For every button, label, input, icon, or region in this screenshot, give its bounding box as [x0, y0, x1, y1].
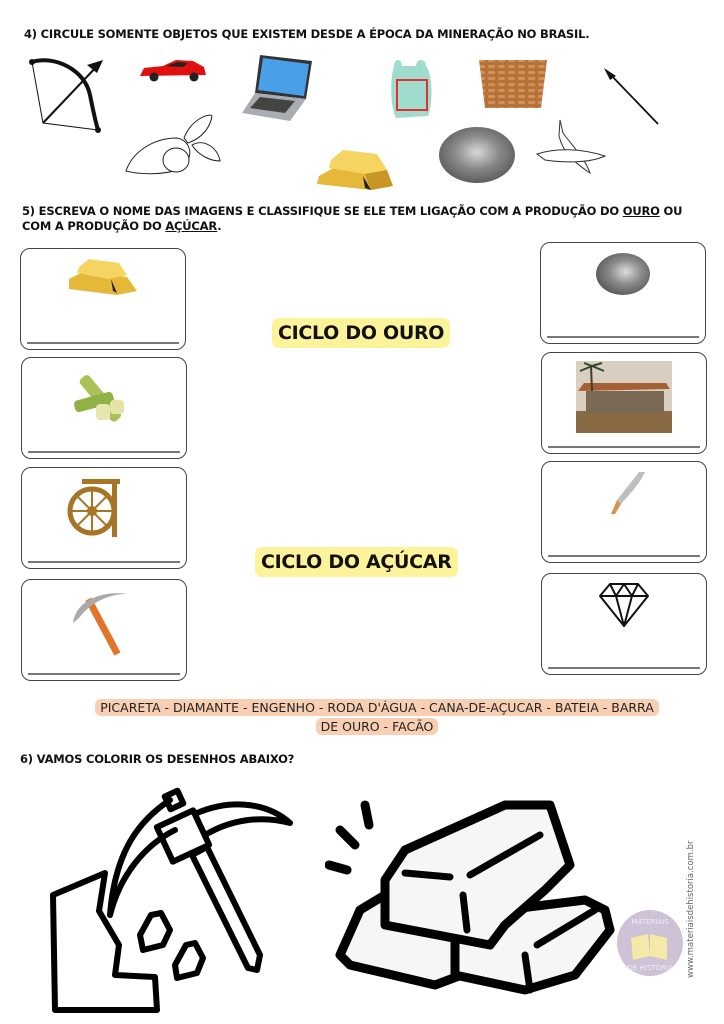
- laptop-icon[interactable]: [240, 53, 315, 123]
- bateia-pan-icon[interactable]: [437, 125, 517, 185]
- pickaxe-coloring-drawing[interactable]: [45, 785, 305, 1020]
- diamond-icon: [598, 582, 650, 628]
- sugarcane-icon: [64, 366, 144, 430]
- question-5-title: 5) ESCREVA O NOME DAS IMAGENS E CLASSIFIQUE SE ELE TEM LIGAÇÃO COM A PRODUÇÃO DO OURO OU COM A PRODUÇÃO DO AÇÚCAR.: [22, 204, 683, 233]
- watermark-url: www.materiaisdehistoria.com.br: [686, 840, 696, 978]
- card-bateia: [540, 242, 706, 344]
- answer-line[interactable]: [28, 673, 180, 675]
- cycle-gold-label: CICLO DO OURO: [272, 318, 450, 348]
- machete-icon: [599, 470, 649, 520]
- water-wheel-icon: [62, 476, 122, 540]
- basket-icon[interactable]: [477, 58, 549, 110]
- plastic-bag-icon[interactable]: [388, 58, 436, 120]
- word-bank: PICARETA - DIAMANTE - ENGENHO - RODA D'ÁGUA - CANA-DE-AÇUCAR - BATEIA - BARRA DE OURO - FACÃO: [93, 698, 661, 736]
- keyword-acucar: AÇÚCAR: [165, 219, 218, 233]
- answer-line[interactable]: [548, 555, 700, 557]
- card-sugarcane: [21, 357, 187, 459]
- question-6-title: 6) VAMOS COLORIR OS DESENHOS ABAIXO?: [20, 752, 295, 766]
- peppers-icon[interactable]: [535, 118, 610, 178]
- sugar-mill-engenho-icon: [576, 361, 672, 433]
- cassava-icon[interactable]: [122, 113, 222, 178]
- gold-bars-icon[interactable]: [313, 146, 395, 192]
- gold-bars-icon: [67, 257, 139, 297]
- card-engenho: [541, 352, 707, 454]
- keyword-ouro: OURO: [622, 204, 660, 218]
- answer-line[interactable]: [28, 561, 180, 563]
- question-4-title: 4) CIRCULE SOMENTE OBJETOS QUE EXISTEM DESDE A ÉPOCA DA MINERAÇÃO NO BRASIL.: [24, 27, 590, 41]
- bow-and-arrow-icon[interactable]: [25, 55, 110, 135]
- svg-text:DE HISTÓRIA: DE HISTÓRIA: [627, 964, 673, 972]
- answer-line[interactable]: [548, 446, 700, 448]
- cycle-sugar-label: CICLO DO AÇÚCAR: [255, 547, 458, 577]
- card-diamond: [541, 573, 707, 675]
- materiais-de-historia-logo: [615, 908, 685, 978]
- card-water-wheel: [21, 467, 187, 569]
- bateia-pan-icon: [593, 251, 653, 297]
- answer-line[interactable]: [548, 667, 700, 669]
- svg-text:MATERIAIS: MATERIAIS: [631, 918, 669, 926]
- answer-line[interactable]: [28, 451, 180, 453]
- answer-line[interactable]: [27, 342, 179, 344]
- card-gold-bars: [20, 248, 186, 350]
- card-machete: [541, 461, 707, 563]
- gold-bars-coloring-drawing[interactable]: [325, 795, 615, 1015]
- spear-icon[interactable]: [600, 66, 662, 126]
- card-pickaxe: [21, 579, 187, 681]
- red-car-icon[interactable]: [138, 58, 208, 82]
- pickaxe-icon: [69, 588, 139, 656]
- answer-line[interactable]: [547, 336, 699, 338]
